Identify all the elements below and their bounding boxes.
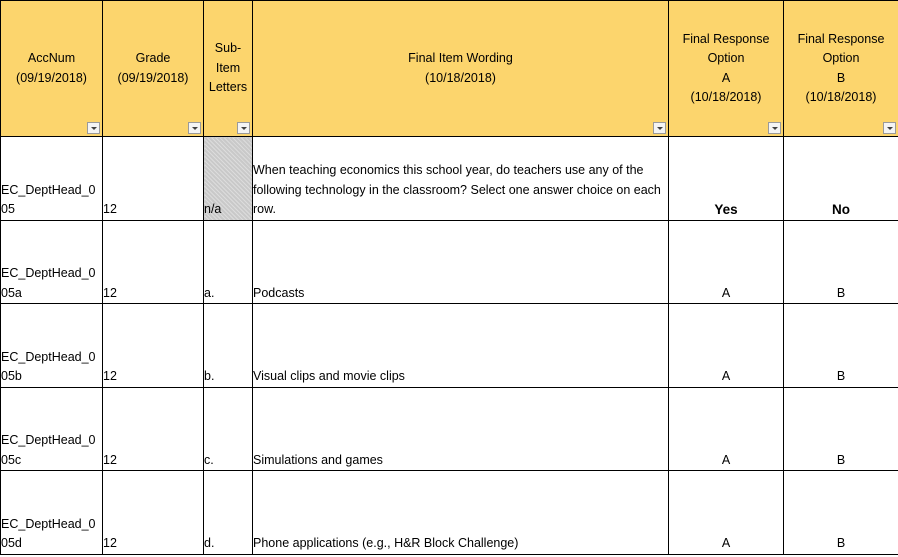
- table-row: [1, 137, 898, 221]
- header-line: Option: [822, 51, 860, 65]
- cell-option-a[interactable]: Yes: [669, 137, 784, 221]
- header-grade[interactable]: [103, 1, 204, 137]
- cell-option-a[interactable]: A: [669, 304, 784, 388]
- cell-accnum[interactable]: EC_DeptHead_005d: [1, 471, 103, 555]
- cell-sub-item[interactable]: b.: [204, 304, 253, 388]
- cell-sub-item[interactable]: n/a: [204, 137, 253, 221]
- header-line: B: [836, 70, 846, 85]
- cell-option-b[interactable]: B: [784, 471, 898, 555]
- header-response-option-b[interactable]: [784, 1, 898, 137]
- header-final-item-wording[interactable]: [253, 1, 669, 137]
- filter-dropdown-icon[interactable]: [188, 122, 201, 134]
- header-line: A: [721, 70, 731, 85]
- header-response-option-a[interactable]: [669, 1, 784, 137]
- header-line: (10/18/2018): [805, 90, 877, 104]
- header-line: Option: [707, 51, 745, 65]
- cell-item-wording[interactable]: Simulations and games: [253, 387, 669, 471]
- cell-accnum[interactable]: EC_DeptHead_005c: [1, 387, 103, 471]
- cell-item-wording[interactable]: Podcasts: [253, 220, 669, 304]
- header-accnum[interactable]: [1, 1, 103, 137]
- filter-dropdown-icon[interactable]: [653, 122, 666, 134]
- header-line: Grade: [135, 51, 171, 65]
- cell-sub-item[interactable]: c.: [204, 387, 253, 471]
- header-line: (09/19/2018): [117, 70, 189, 85]
- filter-dropdown-icon[interactable]: [883, 122, 896, 134]
- cell-accnum[interactable]: EC_DeptHead_005a: [1, 220, 103, 304]
- header-line: Item: [215, 60, 241, 75]
- cell-option-b[interactable]: B: [784, 220, 898, 304]
- header-line: AccNum: [27, 51, 76, 65]
- filter-dropdown-icon[interactable]: [237, 122, 250, 134]
- header-line: (10/18/2018): [690, 90, 762, 104]
- cell-grade[interactable]: 12: [103, 137, 204, 221]
- cell-option-b[interactable]: No: [784, 137, 898, 221]
- cell-grade[interactable]: 12: [103, 220, 204, 304]
- header-row: [1, 1, 898, 137]
- header-line: Sub-: [214, 41, 242, 56]
- table-row: [1, 471, 898, 555]
- cell-grade[interactable]: 12: [103, 471, 204, 555]
- cell-accnum[interactable]: EC_DeptHead_005: [1, 137, 103, 221]
- header-line: Final Response: [682, 31, 770, 46]
- cell-option-a[interactable]: A: [669, 220, 784, 304]
- table-row: [1, 387, 898, 471]
- filter-dropdown-icon[interactable]: [768, 122, 781, 134]
- header-line: Letters: [208, 80, 248, 95]
- filter-dropdown-icon[interactable]: [87, 122, 100, 134]
- cell-option-b[interactable]: B: [784, 387, 898, 471]
- header-line: (09/19/2018): [16, 70, 87, 85]
- cell-option-b[interactable]: B: [784, 304, 898, 388]
- table-row: [1, 304, 898, 388]
- cell-accnum[interactable]: EC_DeptHead_005b: [1, 304, 103, 388]
- header-line: Final Response: [797, 31, 885, 46]
- header-sub-item-letters[interactable]: [204, 1, 253, 137]
- cell-option-a[interactable]: A: [669, 387, 784, 471]
- cell-option-a[interactable]: A: [669, 471, 784, 555]
- cell-sub-item[interactable]: a.: [204, 220, 253, 304]
- header-line: Final Item Wording: [408, 51, 513, 65]
- cell-item-wording[interactable]: Visual clips and movie clips: [253, 304, 669, 388]
- table-row: [1, 220, 898, 304]
- header-line: (10/18/2018): [425, 70, 496, 85]
- cell-item-wording[interactable]: Phone applications (e.g., H&R Block Challenge): [253, 471, 669, 555]
- cell-item-wording[interactable]: When teaching economics this school year, do teachers use any of the following technology in the classroom? Select one answer choice on each row.: [253, 137, 669, 221]
- cell-grade[interactable]: 12: [103, 387, 204, 471]
- cell-sub-item[interactable]: d.: [204, 471, 253, 555]
- cell-grade[interactable]: 12: [103, 304, 204, 388]
